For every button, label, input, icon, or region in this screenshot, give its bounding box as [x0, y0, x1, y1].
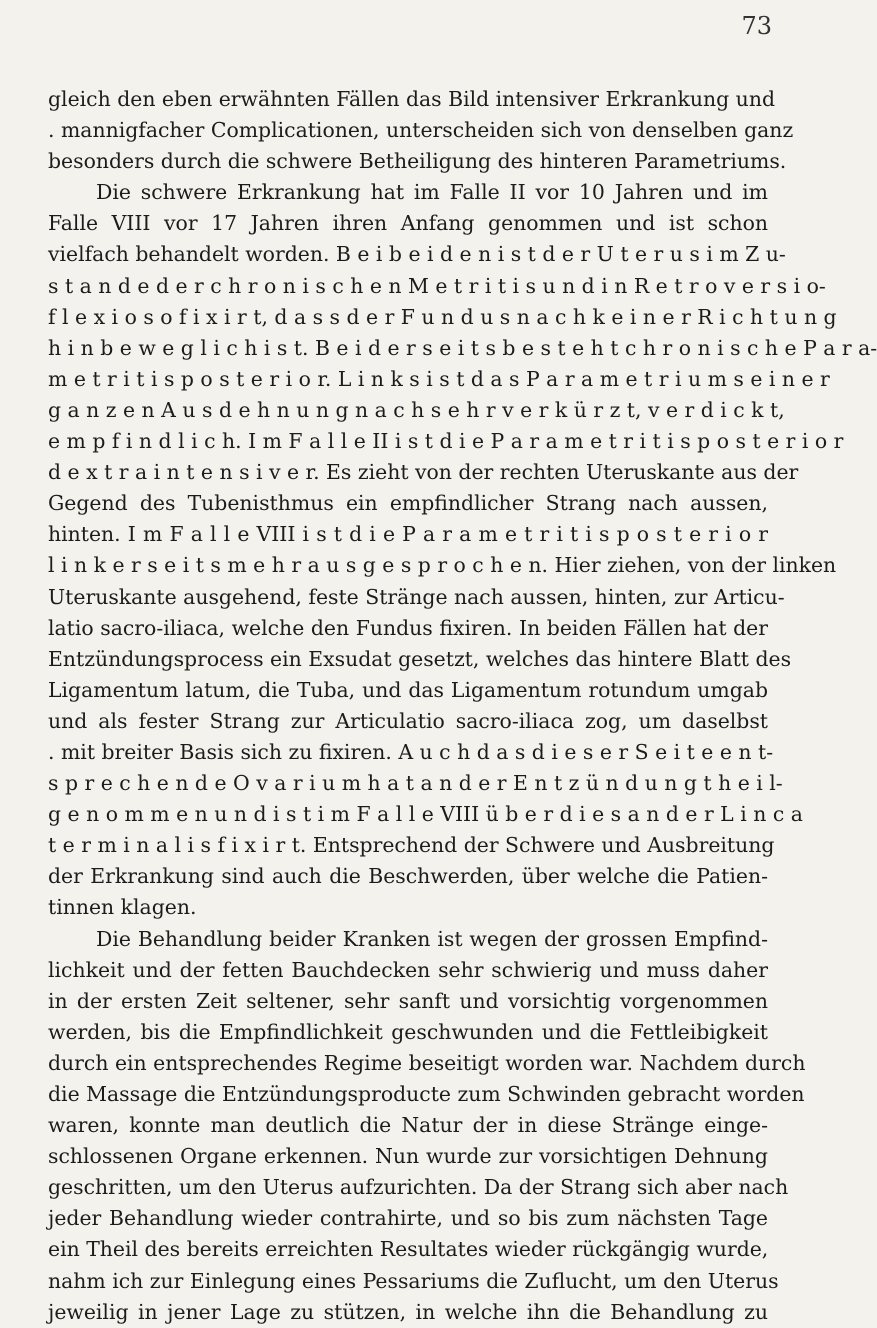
text-line: der Erkrankung sind auch die Beschwerden, über welche die Patien-	[48, 864, 768, 889]
text-line: werden, bis die Empfindlichkeit geschwunden und die Fettleibigkeit	[48, 1019, 768, 1044]
text-line: d e x t r a i n t e n s i v e r. Es zieht von der rechten Uteruskante aus der	[48, 460, 799, 485]
text-line: m e t r i t i s p o s t e r i o r. L i n k s i s t d a s P a r a m e t r i u m s e i n e r	[48, 366, 830, 391]
text-line: jeweilig in jener Lage zu stützen, in welche ihn die Behandlung zu	[48, 1299, 768, 1324]
text-line: lichkeit und der fetten Bauchdecken sehr schwierig und muss daher	[48, 957, 768, 982]
text-line: und als fester Strang zur Articulatio sacro-iliaca zog, um daselbst	[48, 708, 768, 733]
text-line: gleich den eben erwähnten Fällen das Bild intensiver Erkrankung und	[48, 87, 776, 111]
text-line: Gegend des Tubenisthmus ein empfindlicher Strang nach aussen,	[48, 491, 768, 516]
text-line: . mannigfacher Complicationen, unterscheiden sich von denselben ganz	[48, 118, 794, 143]
text-line: jeder Behandlung wieder contrahirte, und so bis zum nächsten Tage	[48, 1206, 768, 1231]
text-line: f l e x i o s o f i x i r t, d a s s d e r F u n d u s n a c h k e i n e r R i c h t u n g	[48, 304, 837, 329]
text-line: Die Behandlung beider Kranken ist wegen der grossen Empfind-	[96, 926, 768, 951]
text-line: . mit breiter Basis sich zu fixiren. A u c h d a s d i e s e r S e i t e e n t-	[48, 739, 774, 764]
text-line: besonders durch die schwere Betheiligung des hinteren Parametriums.	[48, 149, 787, 174]
text-line: g e n o m m e n u n d i s t i m F a l l e VIII ü b e r d i e s a n d e r L i n c a	[48, 802, 803, 827]
body-text	[48, 84, 877, 1328]
text-line: Uteruskante ausgehend, feste Stränge nach aussen, hinten, zur Articu-	[48, 584, 785, 609]
text-line: Die schwere Erkrankung hat im Falle II vor 10 Jahren und im	[96, 180, 768, 205]
text-line: latio sacro-iliaca, welche den Fundus fixiren. In beiden Fällen hat der	[48, 615, 768, 640]
text-line: geschritten, um den Uterus aufzurichten. Da der Strang sich aber nach	[48, 1175, 789, 1200]
text-line: vielfach behandelt worden. B e i b e i d e n i s t d e r U t e r u s i m Z u-	[48, 242, 786, 267]
text-line: ein Theil des bereits erreichten Resultates wieder rückgängig wurde,	[48, 1237, 769, 1262]
text-line: s p r e c h e n d e O v a r i u m h a t a n d e r E n t z ü n d u n g t h e i l-	[48, 771, 783, 796]
text-line: waren, konnte man deutlich die Natur der in diese Stränge einge-	[48, 1113, 768, 1138]
text-line: Ligamentum latum, die Tuba, und das Ligamentum rotundum umgab	[48, 677, 768, 702]
text-line: schlossenen Organe erkennen. Nun wurde zur vorsichtigen Dehnung	[48, 1144, 768, 1169]
text-line: hinten. I m F a l l e VIII i s t d i e P a r a m e t r i t i s p o s t e r i o r	[48, 522, 768, 547]
text-line: Falle VIII vor 17 Jahren ihren Anfang genommen und ist schon	[48, 211, 768, 236]
text-line: e m p f i n d l i c h. I m F a l l e II i s t d i e P a r a m e t r i t i s p o s t e r i o r	[48, 429, 844, 454]
text-line: tinnen klagen.	[48, 895, 197, 920]
text-line: l i n k e r s e i t s m e h r a u s g e s p r o c h e n. Hier ziehen, von der linken	[48, 553, 837, 578]
text-line: h i n b e w e g l i c h i s t. B e i d e r s e i t s b e s t e h t c h r o n i s c h e P a r a-	[48, 335, 877, 360]
text-line: s t a n d e d e r c h r o n i s c h e n M e t r i t i s u n d i n R e t r o v e r s i o-	[48, 273, 826, 298]
text-line: g a n z e n A u s d e h n u n g n a c h s e h r v e r k ü r z t, v e r d i c k t,	[48, 397, 785, 422]
text-line: t e r m i n a l i s f i x i r t. Entsprechend der Schwere und Ausbreitung	[48, 833, 775, 858]
page-number: 73	[741, 12, 772, 40]
text-line: Entzündungsprocess ein Exsudat gesetzt, welches das hintere Blatt des	[48, 646, 792, 671]
text-line: nahm ich zur Einlegung eines Pessariums die Zuflucht, um den Uterus	[48, 1268, 779, 1293]
text-line: die Massage die Entzündungsproducte zum Schwinden gebracht worden	[48, 1082, 805, 1106]
text-line: durch ein entsprechendes Regime beseitigt worden war. Nachdem durch	[48, 1050, 806, 1075]
text-line: in der ersten Zeit seltener, sehr sanft und vorsichtig vorgenommen	[48, 988, 768, 1013]
